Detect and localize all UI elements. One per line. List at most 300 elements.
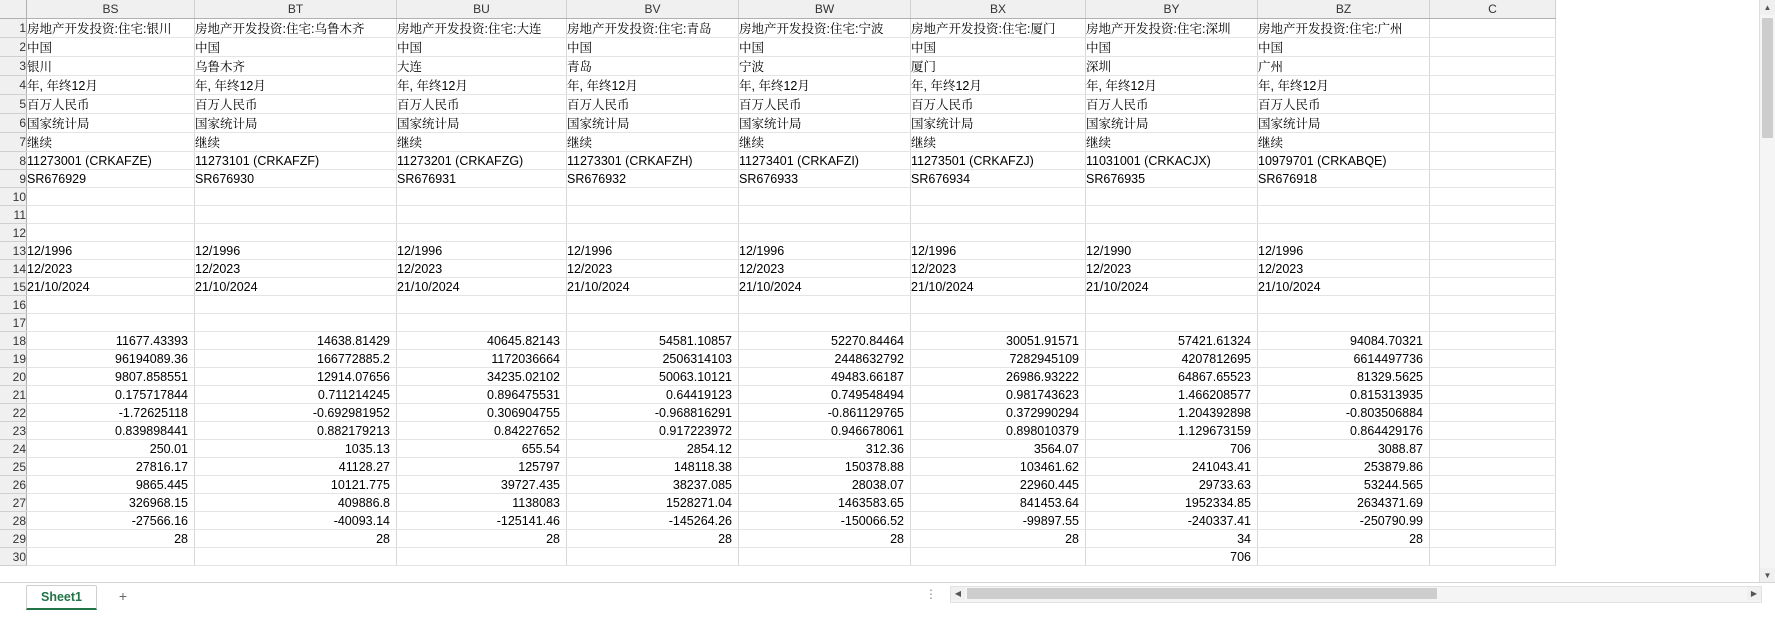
grid-cell[interactable]: 中国 (739, 38, 911, 57)
grid-cell[interactable]: 中国 (1086, 38, 1258, 57)
grid-cell[interactable] (27, 224, 195, 242)
grid-cell[interactable]: 银川 (27, 57, 195, 76)
grid-cell[interactable] (397, 314, 567, 332)
grid-cell[interactable]: 81329.5625 (1258, 368, 1430, 386)
grid-cell[interactable]: 1035.13 (195, 440, 397, 458)
table-row[interactable] (0, 548, 1556, 566)
grid-cell[interactable] (1430, 548, 1556, 566)
grid-cell[interactable]: 年, 年终12月 (739, 76, 911, 95)
grid-cell[interactable]: SR676933 (739, 170, 911, 188)
grid-cell[interactable]: 继续 (911, 133, 1086, 152)
sheet-tab-sheet1[interactable]: Sheet1 (26, 585, 97, 610)
grid-cell[interactable]: 28 (27, 530, 195, 548)
column-header-bw[interactable]: BW (739, 0, 911, 19)
row-header[interactable]: 12 (0, 224, 27, 242)
row-header[interactable]: 5 (0, 95, 27, 114)
table-row[interactable] (0, 242, 1556, 260)
grid-cell[interactable]: SR676932 (567, 170, 739, 188)
grid-cell[interactable] (195, 188, 397, 206)
grid-cell[interactable]: 0.946678061 (739, 422, 911, 440)
grid-cell[interactable] (195, 548, 397, 566)
table-row[interactable] (0, 114, 1556, 133)
grid-cell[interactable]: 厦门 (911, 57, 1086, 76)
grid-cell[interactable] (27, 206, 195, 224)
row-header[interactable]: 15 (0, 278, 27, 296)
grid-cell[interactable]: 22960.445 (911, 476, 1086, 494)
grid-cell[interactable]: -0.968816291 (567, 404, 739, 422)
grid-cell[interactable]: 广州 (1258, 57, 1430, 76)
table-row[interactable] (0, 260, 1556, 278)
row-header[interactable]: 22 (0, 404, 27, 422)
table-row[interactable] (0, 512, 1556, 530)
grid-cell[interactable] (1086, 206, 1258, 224)
table-row[interactable] (0, 494, 1556, 512)
table-row[interactable] (0, 95, 1556, 114)
grid-cell[interactable] (1430, 512, 1556, 530)
grid-cell[interactable]: 1.129673159 (1086, 422, 1258, 440)
grid-cell[interactable]: 11677.43393 (27, 332, 195, 350)
grid-cell[interactable] (1430, 476, 1556, 494)
grid-cell[interactable]: 96194089.36 (27, 350, 195, 368)
grid-cell[interactable]: 0.864429176 (1258, 422, 1430, 440)
row-header[interactable]: 13 (0, 242, 27, 260)
grid-cell[interactable]: 7282945109 (911, 350, 1086, 368)
grid-cell[interactable]: 6614497736 (1258, 350, 1430, 368)
grid-cell[interactable] (1430, 386, 1556, 404)
grid-cell[interactable] (1430, 224, 1556, 242)
grid-cell[interactable] (567, 188, 739, 206)
grid-cell[interactable]: 57421.61324 (1086, 332, 1258, 350)
grid-cell[interactable]: 28 (911, 530, 1086, 548)
grid-cell[interactable]: 28 (397, 530, 567, 548)
grid-cell[interactable]: 房地产开发投资:住宅:乌鲁木齐 (195, 19, 397, 38)
table-row[interactable] (0, 368, 1556, 386)
row-header[interactable]: 19 (0, 350, 27, 368)
grid-cell[interactable]: 12/2023 (1258, 260, 1430, 278)
grid-cell[interactable]: 百万人民币 (27, 95, 195, 114)
grid-cell[interactable] (1430, 314, 1556, 332)
grid-cell[interactable]: -0.861129765 (739, 404, 911, 422)
grid-cell[interactable]: 乌鲁木齐 (195, 57, 397, 76)
grid-cell[interactable]: 250.01 (27, 440, 195, 458)
grid-cell[interactable] (397, 548, 567, 566)
grid-cell[interactable]: 1172036664 (397, 350, 567, 368)
grid-cell[interactable]: 12/2023 (1086, 260, 1258, 278)
grid-cell[interactable] (1430, 242, 1556, 260)
grid-cell[interactable] (1430, 188, 1556, 206)
grid-cell[interactable]: SR676931 (397, 170, 567, 188)
grid-cell[interactable]: 12/1996 (567, 242, 739, 260)
grid-cell[interactable]: 0.711214245 (195, 386, 397, 404)
grid-cell[interactable]: 53244.565 (1258, 476, 1430, 494)
grid-cell[interactable]: 841453.64 (911, 494, 1086, 512)
grid-cell[interactable] (1258, 548, 1430, 566)
grid-cell[interactable]: 9865.445 (27, 476, 195, 494)
grid-cell[interactable]: 年, 年终12月 (911, 76, 1086, 95)
table-row[interactable] (0, 206, 1556, 224)
grid-cell[interactable] (739, 548, 911, 566)
grid-cell[interactable]: 国家统计局 (27, 114, 195, 133)
grid-cell[interactable]: 64867.65523 (1086, 368, 1258, 386)
table-row[interactable] (0, 332, 1556, 350)
column-header-bu[interactable]: BU (397, 0, 567, 19)
table-row[interactable] (0, 38, 1556, 57)
grid-cell[interactable]: 年, 年终12月 (1258, 76, 1430, 95)
grid-cell[interactable]: 中国 (567, 38, 739, 57)
scroll-right-arrow-icon[interactable]: ▶ (1747, 587, 1761, 600)
grid-cell[interactable] (911, 296, 1086, 314)
grid-cell[interactable] (27, 188, 195, 206)
grid-cell[interactable]: 41128.27 (195, 458, 397, 476)
vertical-scrollbar-thumb[interactable] (1762, 18, 1773, 138)
select-all-corner[interactable] (0, 0, 27, 19)
sheet-body[interactable] (0, 19, 1556, 566)
column-header-c[interactable]: C (1430, 0, 1556, 19)
table-row[interactable] (0, 404, 1556, 422)
grid-cell[interactable]: 12914.07656 (195, 368, 397, 386)
grid-cell[interactable]: 2634371.69 (1258, 494, 1430, 512)
grid-cell[interactable]: 12/1996 (1258, 242, 1430, 260)
grid-cell[interactable] (911, 548, 1086, 566)
add-sheet-button[interactable]: + (118, 588, 128, 604)
grid-cell[interactable]: 103461.62 (911, 458, 1086, 476)
grid-cell[interactable] (1258, 206, 1430, 224)
grid-cell[interactable] (739, 314, 911, 332)
grid-cell[interactable] (27, 296, 195, 314)
grid-cell[interactable]: 年, 年终12月 (27, 76, 195, 95)
grid-cell[interactable]: 10979701 (CRKABQE) (1258, 152, 1430, 170)
table-row[interactable] (0, 386, 1556, 404)
table-row[interactable] (0, 57, 1556, 76)
grid-cell[interactable]: 54581.10857 (567, 332, 739, 350)
grid-cell[interactable]: 1.204392898 (1086, 404, 1258, 422)
grid-cell[interactable]: -145264.26 (567, 512, 739, 530)
grid-cell[interactable]: 12/1996 (739, 242, 911, 260)
grid-cell[interactable] (195, 224, 397, 242)
grid-cell[interactable]: 39727.435 (397, 476, 567, 494)
grid-cell[interactable]: 326968.15 (27, 494, 195, 512)
grid-cell[interactable] (1086, 314, 1258, 332)
grid-cell[interactable] (739, 296, 911, 314)
grid-cell[interactable] (397, 206, 567, 224)
table-row[interactable] (0, 224, 1556, 242)
row-header[interactable]: 1 (0, 19, 27, 38)
row-header[interactable]: 7 (0, 133, 27, 152)
table-row[interactable] (0, 422, 1556, 440)
grid-cell[interactable]: 房地产开发投资:住宅:银川 (27, 19, 195, 38)
grid-cell[interactable] (1430, 206, 1556, 224)
grid-cell[interactable]: 中国 (195, 38, 397, 57)
table-row[interactable] (0, 314, 1556, 332)
row-header[interactable]: 26 (0, 476, 27, 494)
grid-cell[interactable]: 409886.8 (195, 494, 397, 512)
row-header[interactable]: 8 (0, 152, 27, 170)
grid-cell[interactable] (567, 224, 739, 242)
grid-cell[interactable]: 21/10/2024 (739, 278, 911, 296)
grid-cell[interactable]: -150066.52 (739, 512, 911, 530)
grid-cell[interactable] (911, 314, 1086, 332)
grid-cell[interactable]: 12/2023 (195, 260, 397, 278)
grid-cell[interactable]: 21/10/2024 (195, 278, 397, 296)
grid-cell[interactable]: -0.803506884 (1258, 404, 1430, 422)
scroll-down-arrow-icon[interactable]: ▼ (1760, 568, 1775, 583)
grid-cell[interactable]: 百万人民币 (1258, 95, 1430, 114)
horizontal-scrollbar[interactable] (950, 586, 1762, 603)
grid-cell[interactable]: 继续 (397, 133, 567, 152)
grid-cell[interactable] (567, 206, 739, 224)
grid-cell[interactable]: 继续 (1086, 133, 1258, 152)
grid-cell[interactable]: 312.36 (739, 440, 911, 458)
grid-cell[interactable]: 27816.17 (27, 458, 195, 476)
scroll-up-arrow-icon[interactable]: ▲ (1760, 0, 1775, 15)
grid-cell[interactable]: 0.175717844 (27, 386, 195, 404)
grid-cell[interactable] (739, 188, 911, 206)
grid-cell[interactable] (1430, 76, 1556, 95)
row-header[interactable]: 21 (0, 386, 27, 404)
grid-cell[interactable] (195, 206, 397, 224)
column-header-bs[interactable]: BS (27, 0, 195, 19)
grid-cell[interactable] (397, 296, 567, 314)
grid-cell[interactable]: -250790.99 (1258, 512, 1430, 530)
grid-cell[interactable]: 继续 (1258, 133, 1430, 152)
grid-cell[interactable] (1430, 458, 1556, 476)
grid-cell[interactable] (1086, 188, 1258, 206)
grid-cell[interactable]: 2506314103 (567, 350, 739, 368)
grid-cell[interactable]: 0.882179213 (195, 422, 397, 440)
grid-cell[interactable]: 29733.63 (1086, 476, 1258, 494)
table-row[interactable] (0, 188, 1556, 206)
grid-cell[interactable]: 706 (1086, 440, 1258, 458)
grid-cell[interactable]: 中国 (911, 38, 1086, 57)
grid-cell[interactable] (1430, 19, 1556, 38)
grid-cell[interactable]: 253879.86 (1258, 458, 1430, 476)
grid-cell[interactable]: 1138083 (397, 494, 567, 512)
row-header[interactable]: 25 (0, 458, 27, 476)
grid-cell[interactable]: 国家统计局 (397, 114, 567, 133)
grid-cell[interactable]: 0.64419123 (567, 386, 739, 404)
grid-cell[interactable]: 166772885.2 (195, 350, 397, 368)
grid-cell[interactable]: 21/10/2024 (911, 278, 1086, 296)
grid-cell[interactable]: 年, 年终12月 (1086, 76, 1258, 95)
row-header[interactable]: 23 (0, 422, 27, 440)
row-header[interactable]: 17 (0, 314, 27, 332)
grid-cell[interactable]: 12/1990 (1086, 242, 1258, 260)
grid-cell[interactable]: 12/2023 (27, 260, 195, 278)
grid-cell[interactable]: -1.72625118 (27, 404, 195, 422)
grid-cell[interactable]: 房地产开发投资:住宅:大连 (397, 19, 567, 38)
row-header[interactable]: 9 (0, 170, 27, 188)
grid-cell[interactable]: 百万人民币 (911, 95, 1086, 114)
table-row[interactable] (0, 458, 1556, 476)
grid-cell[interactable]: -40093.14 (195, 512, 397, 530)
grid-cell[interactable]: 0.749548494 (739, 386, 911, 404)
table-row[interactable] (0, 76, 1556, 95)
grid-cell[interactable]: -125141.46 (397, 512, 567, 530)
grid-cell[interactable]: 241043.41 (1086, 458, 1258, 476)
grid-cell[interactable]: SR676918 (1258, 170, 1430, 188)
grid-cell[interactable]: 49483.66187 (739, 368, 911, 386)
vertical-scrollbar[interactable] (1759, 0, 1775, 583)
grid-cell[interactable]: 11031001 (CRKACJX) (1086, 152, 1258, 170)
grid-cell[interactable] (195, 296, 397, 314)
grid-cell[interactable] (1430, 114, 1556, 133)
table-row[interactable] (0, 152, 1556, 170)
grid-cell[interactable]: 3564.07 (911, 440, 1086, 458)
grid-cell[interactable]: 深圳 (1086, 57, 1258, 76)
grid-cell[interactable]: 28 (567, 530, 739, 548)
grid-cell[interactable]: 21/10/2024 (27, 278, 195, 296)
grid-cell[interactable] (567, 296, 739, 314)
grid-cell[interactable]: 2854.12 (567, 440, 739, 458)
row-header[interactable]: 29 (0, 530, 27, 548)
grid-cell[interactable]: 52270.84464 (739, 332, 911, 350)
horizontal-scrollbar-thumb[interactable] (967, 588, 1437, 599)
row-header[interactable]: 16 (0, 296, 27, 314)
table-row[interactable] (0, 476, 1556, 494)
grid-cell[interactable] (1430, 350, 1556, 368)
grid-cell[interactable]: -240337.41 (1086, 512, 1258, 530)
row-header[interactable]: 24 (0, 440, 27, 458)
grid-cell[interactable] (1430, 422, 1556, 440)
table-row[interactable] (0, 350, 1556, 368)
grid-cell[interactable] (1430, 38, 1556, 57)
grid-cell[interactable] (1430, 404, 1556, 422)
grid-cell[interactable]: 国家统计局 (195, 114, 397, 133)
grid-cell[interactable]: 125797 (397, 458, 567, 476)
grid-cell[interactable] (911, 188, 1086, 206)
grid-cell[interactable]: 34235.02102 (397, 368, 567, 386)
grid-cell[interactable] (1430, 530, 1556, 548)
grid-cell[interactable]: 1.466208577 (1086, 386, 1258, 404)
table-row[interactable] (0, 170, 1556, 188)
grid-cell[interactable]: SR676934 (911, 170, 1086, 188)
grid-cell[interactable] (1086, 296, 1258, 314)
grid-cell[interactable]: 12/2023 (397, 260, 567, 278)
grid-cell[interactable]: 国家统计局 (567, 114, 739, 133)
grid-cell[interactable]: 继续 (27, 133, 195, 152)
grid-cell[interactable]: 1463583.65 (739, 494, 911, 512)
grid-cell[interactable]: 继续 (739, 133, 911, 152)
grid-cell[interactable]: 150378.88 (739, 458, 911, 476)
table-row[interactable] (0, 19, 1556, 38)
column-header-bt[interactable]: BT (195, 0, 397, 19)
grid-cell[interactable] (1430, 133, 1556, 152)
grid-cell[interactable]: 26986.93222 (911, 368, 1086, 386)
grid-cell[interactable]: 12/1996 (911, 242, 1086, 260)
grid-cell[interactable]: 0.84227652 (397, 422, 567, 440)
grid-cell[interactable] (1430, 494, 1556, 512)
grid-cell[interactable]: 青岛 (567, 57, 739, 76)
sheet-tab-strip[interactable] (26, 585, 133, 610)
grid-cell[interactable]: 94084.70321 (1258, 332, 1430, 350)
row-header[interactable]: 6 (0, 114, 27, 133)
grid-cell[interactable] (195, 314, 397, 332)
grid-cell[interactable] (739, 206, 911, 224)
grid-cell[interactable]: 30051.91571 (911, 332, 1086, 350)
grid-cell[interactable] (1258, 188, 1430, 206)
grid-cell[interactable] (739, 224, 911, 242)
grid-cell[interactable] (1430, 368, 1556, 386)
grid-cell[interactable] (27, 314, 195, 332)
grid-cell[interactable] (27, 548, 195, 566)
grid-cell[interactable]: SR676935 (1086, 170, 1258, 188)
grid-cell[interactable]: 12/1996 (195, 242, 397, 260)
grid-cell[interactable] (1430, 152, 1556, 170)
grid-cell[interactable]: 房地产开发投资:住宅:深圳 (1086, 19, 1258, 38)
grid-cell[interactable]: 3088.87 (1258, 440, 1430, 458)
grid-cell[interactable]: 百万人民币 (195, 95, 397, 114)
grid-cell[interactable]: 年, 年终12月 (195, 76, 397, 95)
table-row[interactable] (0, 278, 1556, 296)
row-header[interactable]: 30 (0, 548, 27, 566)
grid-cell[interactable]: -99897.55 (911, 512, 1086, 530)
grid-cell[interactable]: 21/10/2024 (397, 278, 567, 296)
row-header[interactable]: 11 (0, 206, 27, 224)
grid-cell[interactable]: -0.692981952 (195, 404, 397, 422)
grid-cell[interactable]: 房地产开发投资:住宅:广州 (1258, 19, 1430, 38)
grid-cell[interactable]: 28038.07 (739, 476, 911, 494)
grid-cell[interactable] (1430, 440, 1556, 458)
grid-cell[interactable]: 宁波 (739, 57, 911, 76)
table-row[interactable] (0, 440, 1556, 458)
row-header[interactable]: 20 (0, 368, 27, 386)
grid-cell[interactable]: 国家统计局 (739, 114, 911, 133)
grid-cell[interactable]: 12/2023 (567, 260, 739, 278)
table-row[interactable] (0, 296, 1556, 314)
grid-cell[interactable]: 40645.82143 (397, 332, 567, 350)
grid-cell[interactable]: 1952334.85 (1086, 494, 1258, 512)
grid-cell[interactable]: 年, 年终12月 (397, 76, 567, 95)
grid-cell[interactable]: 百万人民币 (397, 95, 567, 114)
grid-cell[interactable]: 11273501 (CRKAFZJ) (911, 152, 1086, 170)
grid-cell[interactable]: 21/10/2024 (1086, 278, 1258, 296)
grid-cell[interactable]: 706 (1086, 548, 1258, 566)
grid-cell[interactable] (1430, 260, 1556, 278)
grid-cell[interactable]: 0.839898441 (27, 422, 195, 440)
grid-cell[interactable] (1086, 224, 1258, 242)
grid-cell[interactable]: SR676929 (27, 170, 195, 188)
grid-cell[interactable]: 21/10/2024 (1258, 278, 1430, 296)
grid-cell[interactable]: 大连 (397, 57, 567, 76)
grid-cell[interactable]: 12/1996 (397, 242, 567, 260)
grid-cell[interactable]: 国家统计局 (911, 114, 1086, 133)
grid-cell[interactable] (1430, 57, 1556, 76)
grid-cell[interactable]: 年, 年终12月 (567, 76, 739, 95)
grid-cell[interactable]: 中国 (1258, 38, 1430, 57)
table-row[interactable] (0, 530, 1556, 548)
grid-cell[interactable]: 0.917223972 (567, 422, 739, 440)
column-header-bz[interactable]: BZ (1258, 0, 1430, 19)
grid-cell[interactable]: 继续 (195, 133, 397, 152)
grid-cell[interactable]: 14638.81429 (195, 332, 397, 350)
row-header[interactable]: 28 (0, 512, 27, 530)
grid-cell[interactable]: 11273301 (CRKAFZH) (567, 152, 739, 170)
grid-cell[interactable]: 房地产开发投资:住宅:宁波 (739, 19, 911, 38)
grid-cell[interactable]: 0.898010379 (911, 422, 1086, 440)
grid-cell[interactable]: 28 (195, 530, 397, 548)
grid-cell[interactable]: 12/1996 (27, 242, 195, 260)
grid-cell[interactable]: 国家统计局 (1086, 114, 1258, 133)
grid-cell[interactable]: 百万人民币 (739, 95, 911, 114)
grid-cell[interactable]: 11273101 (CRKAFZF) (195, 152, 397, 170)
grid-cell[interactable]: 0.981743623 (911, 386, 1086, 404)
grid-cell[interactable]: 12/2023 (911, 260, 1086, 278)
grid-cell[interactable]: 0.815313935 (1258, 386, 1430, 404)
grid-cell[interactable] (397, 188, 567, 206)
row-header[interactable]: 4 (0, 76, 27, 95)
column-header-bv[interactable]: BV (567, 0, 739, 19)
grid-cell[interactable]: 50063.10121 (567, 368, 739, 386)
